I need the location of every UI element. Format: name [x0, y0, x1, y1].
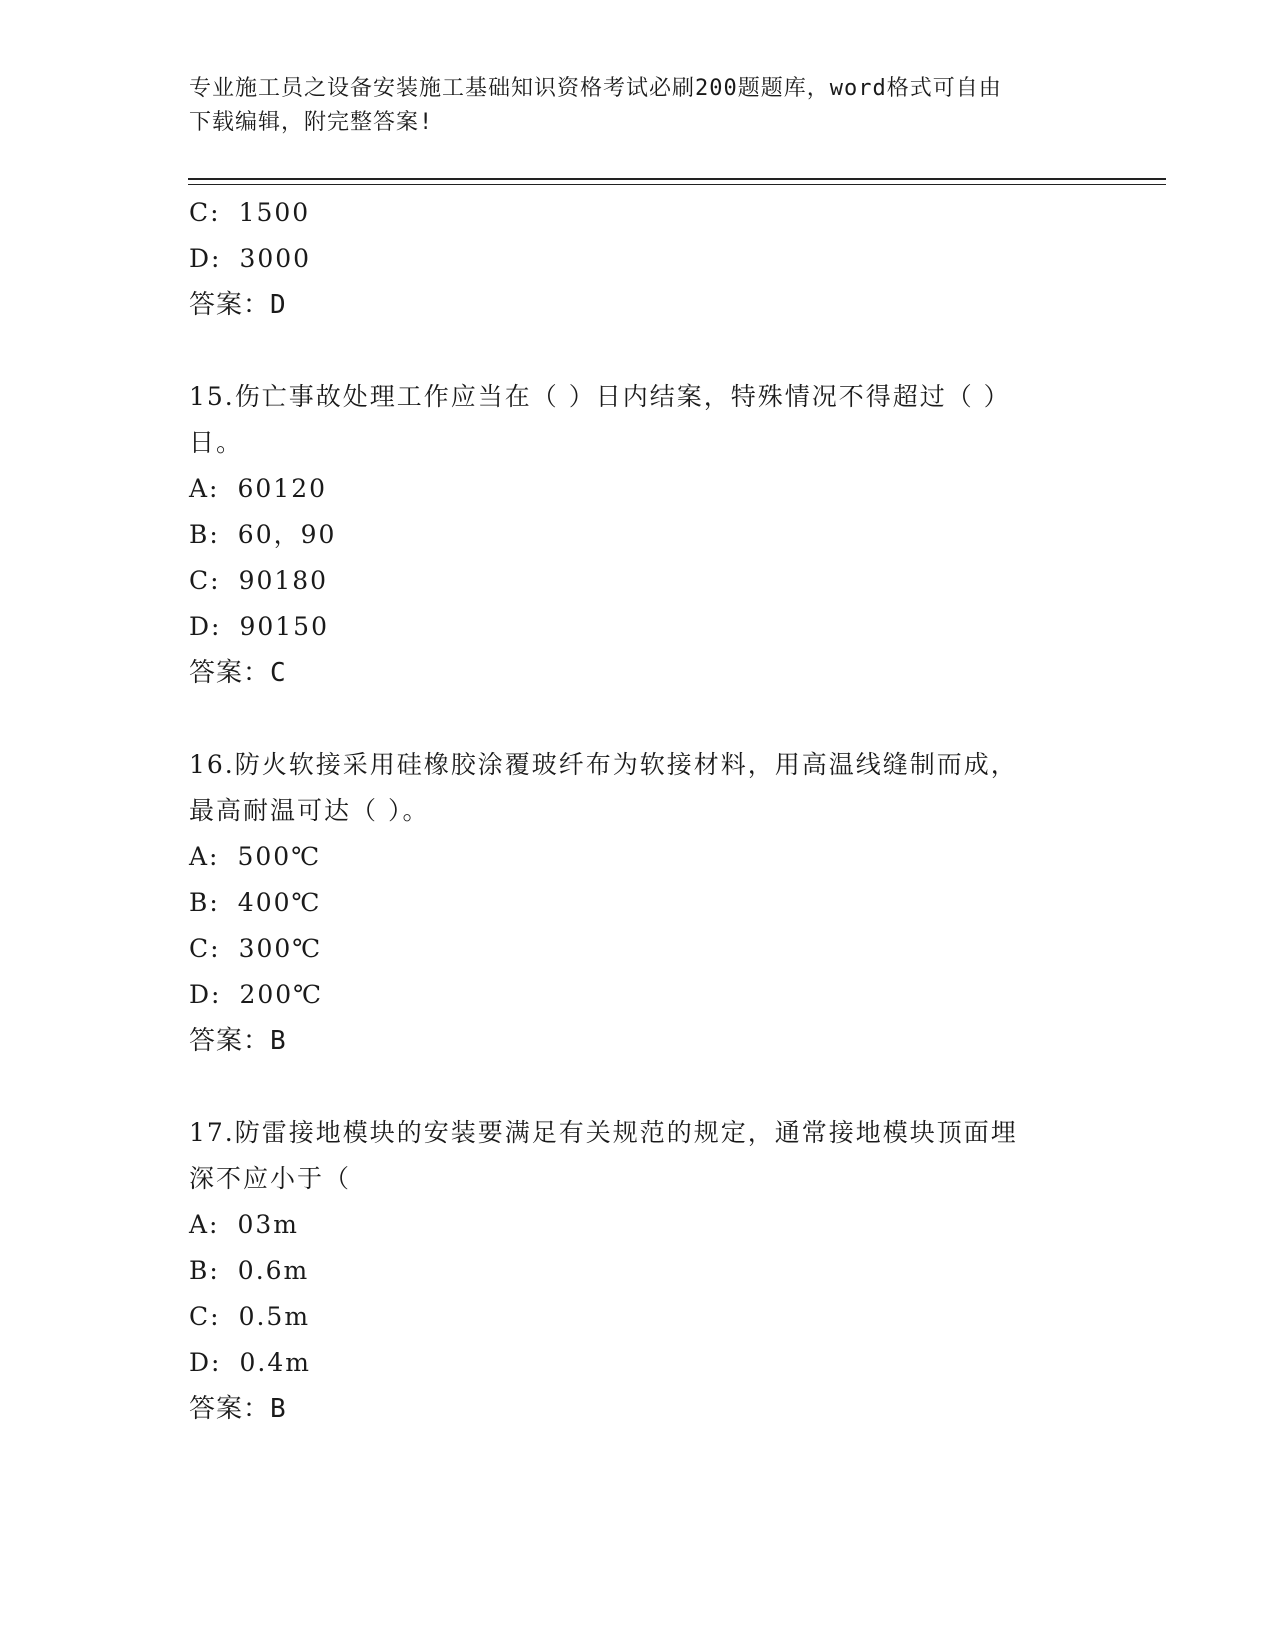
header-divider-top: [188, 178, 1166, 180]
option-letter: D:: [189, 612, 222, 641]
option-letter: B:: [189, 1256, 220, 1285]
question-stem-line-2: 日。: [189, 428, 244, 457]
answer-line: 答案：C: [189, 658, 287, 688]
option-text: 0.6m: [237, 1256, 310, 1285]
option-d: [189, 972, 1089, 1018]
question-stem-line-2: 深不应小于（: [189, 1164, 352, 1193]
option-text: 200℃: [239, 980, 324, 1009]
option-a: [189, 466, 1089, 512]
answer-line: 答案：B: [189, 1026, 287, 1056]
question-stem-line-1: 16.防火软接采用硅橡胶涂覆玻纤布为软接材料，用高温线缝制而成，: [189, 750, 1018, 779]
option-c: [189, 1294, 1089, 1340]
option-letter: C:: [189, 566, 221, 595]
option-c: [189, 558, 1089, 604]
question-stem-line-1: 15.伤亡事故处理工作应当在（ ）日内结案，特殊情况不得超过（ ）: [189, 382, 1011, 411]
option-text: 0.5m: [238, 1302, 311, 1331]
option-letter: D:: [189, 244, 222, 273]
option-d: [189, 1340, 1089, 1386]
option-d: [189, 604, 1089, 650]
option-text: 0.4m: [239, 1348, 311, 1377]
option-letter: B:: [189, 888, 220, 917]
header-title-line-2: 下载编辑，附完整答案!: [189, 110, 434, 135]
option-d: [189, 236, 1089, 282]
option-letter: C:: [189, 1302, 221, 1331]
question-16: [189, 742, 1089, 1064]
option-a: [189, 1202, 1089, 1248]
option-text: 1500: [238, 198, 311, 227]
question-content: [189, 190, 1089, 1432]
question-17: [189, 1110, 1089, 1432]
prev-question-block: [189, 190, 1089, 328]
option-c: [189, 926, 1089, 972]
question-15: [189, 374, 1089, 696]
option-letter: A:: [189, 474, 220, 503]
option-b: [189, 512, 1089, 558]
option-b: [189, 1248, 1089, 1294]
option-text: 3000: [239, 244, 312, 273]
option-a: [189, 834, 1089, 880]
option-text: 90150: [239, 612, 329, 641]
option-letter: C:: [189, 198, 221, 227]
option-letter: B:: [189, 520, 220, 549]
document-header: [189, 72, 1089, 140]
option-text: 60，90: [237, 520, 337, 549]
option-text: 300℃: [238, 934, 323, 963]
question-stem-line-2: 最高耐温可达（ ）。: [189, 796, 430, 825]
question-stem-line-1: 17.防雷接地模块的安装要满足有关规范的规定，通常接地模块顶面埋: [189, 1118, 1018, 1147]
option-text: 03m: [237, 1210, 300, 1239]
option-text: 500℃: [237, 842, 322, 871]
option-letter: D:: [189, 980, 222, 1009]
header-divider-bottom: [188, 184, 1166, 185]
answer-line: 答案：D: [189, 290, 287, 320]
option-letter: A:: [189, 842, 220, 871]
option-text: 90180: [238, 566, 329, 595]
answer-line: 答案：B: [189, 1394, 287, 1424]
option-c: [189, 190, 1089, 236]
option-letter: C:: [189, 934, 221, 963]
option-b: [189, 880, 1089, 926]
option-letter: A:: [189, 1210, 220, 1239]
option-text: 400℃: [237, 888, 322, 917]
option-text: 60120: [237, 474, 328, 503]
header-title-line-1: 专业施工员之设备安装施工基础知识资格考试必刷200题题库，word格式可自由: [189, 76, 1002, 101]
option-letter: D:: [189, 1348, 222, 1377]
